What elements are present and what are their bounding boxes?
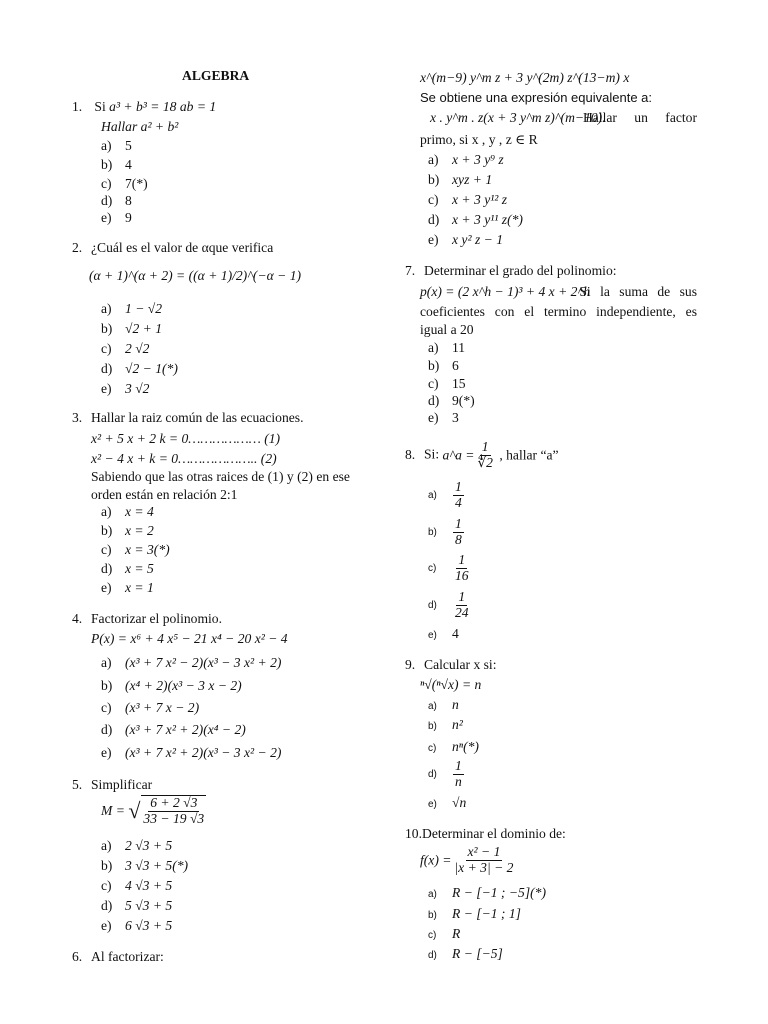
question-1-option-a[interactable]: a) 5 xyxy=(101,138,132,153)
question-8-option-a[interactable]: a) $\frac{1}{4}$ xyxy=(428,479,462,510)
question-8-option-e[interactable]: e) 4 xyxy=(428,626,459,641)
question-4-option-b[interactable]: b) (x⁴ + 2)(x³ − 3 x − 2) xyxy=(101,678,242,693)
question-6-line-3: x . y^m . z(x + 3 y^m z)^(m−10). Hallar un factor xyxy=(430,110,697,125)
question-2-option-a[interactable]: a) 1 − √2 xyxy=(101,301,163,316)
question-7-line-2: coeficientes con el termino independiente, es xyxy=(420,304,697,319)
question-6-option-c[interactable]: c) x + 3 y¹² z xyxy=(428,192,508,207)
question-4-option-e[interactable]: e) (x³ + 7 x² + 2)(x³ − 3 x² − 2) xyxy=(101,745,282,760)
question-6-option-a[interactable]: a) x + 3 y⁹ z xyxy=(428,152,504,167)
question-5-option-a[interactable]: a) 2 √3 + 5 xyxy=(101,838,173,853)
question-7-option-b[interactable]: b) 6 xyxy=(428,358,459,373)
question-3-condition-line-2: orden están en relación 2:1 xyxy=(91,487,238,502)
question-10-option-b[interactable]: b) R − [−1 ; 1] xyxy=(428,906,521,921)
question-3-equation-2: x² − 4 x + k = 0……………….. (2) xyxy=(91,451,277,466)
question-9-option-b[interactable]: b) n² xyxy=(428,717,463,732)
question-7-stem: 7. Determinar el grado del polinomio: xyxy=(405,263,617,278)
question-1-stem: 1. Si a³ + b³ = 18 ab = 1 xyxy=(72,99,217,114)
question-5-stem: 5. Simplificar xyxy=(72,777,153,792)
question-9-option-d[interactable]: d) $\frac{1}{n}$ xyxy=(428,758,462,789)
question-5-option-e[interactable]: e) 6 √3 + 5 xyxy=(101,918,173,933)
question-6-stem: 6. Al factorizar: xyxy=(72,949,164,964)
question-8-option-c[interactable]: c) $\frac{1}{16}$ xyxy=(428,552,469,583)
question-3-option-d[interactable]: d) x = 5 xyxy=(101,561,154,576)
question-2-option-b[interactable]: b) √2 + 1 xyxy=(101,321,163,336)
question-7-option-a[interactable]: a) 11 xyxy=(428,340,466,355)
question-2-option-d[interactable]: d) √2 − 1(*) xyxy=(101,361,178,376)
question-2-equation: (α + 1)^(α + 2) = ((α + 1)/2)^(−α − 1) xyxy=(89,268,302,283)
question-4-option-a[interactable]: a) (x³ + 7 x² − 2)(x³ − 3 x² + 2) xyxy=(101,655,282,670)
question-9-option-e[interactable]: e) √n xyxy=(428,795,467,810)
question-5-equation: M = √ $\frac{6 + 2 √3}{33 - 19 √3}$ xyxy=(101,795,205,826)
question-4-stem: 4. Factorizar el polinomio. xyxy=(72,611,222,626)
question-6-option-e[interactable]: e) x y² z − 1 xyxy=(428,232,503,247)
question-5-option-d[interactable]: d) 5 √3 + 5 xyxy=(101,898,173,913)
question-4-option-c[interactable]: c) (x³ + 7 x − 2) xyxy=(101,700,200,715)
question-6-line-2: Se obtiene una expresión equivalente a: xyxy=(420,90,653,105)
question-9-stem: 9. Calcular x si: xyxy=(405,657,497,672)
question-1-option-b[interactable]: b) 4 xyxy=(101,157,132,172)
question-3-option-c[interactable]: c) x = 3(*) xyxy=(101,542,170,557)
question-7-line-1: p(x) = (2 x^h − 1)³ + 4 x + 2^h Si la suma de sus xyxy=(420,284,697,299)
question-8-option-b[interactable]: b) $\frac{1}{8}$ xyxy=(428,516,462,547)
page-title: ALGEBRA xyxy=(182,68,250,83)
question-3-equation-1: x² + 5 x + 2 k = 0……………… (1) xyxy=(91,431,281,446)
question-2-option-c[interactable]: c) 2 √2 xyxy=(101,341,150,356)
question-7-option-e[interactable]: e) 3 xyxy=(428,410,459,425)
question-10-option-d[interactable]: d) R − [−5] xyxy=(428,946,503,961)
question-1-option-c[interactable]: c) 7(*) xyxy=(101,176,148,191)
question-6-expression: x^(m−9) y^m z + 3 y^(2m) z^(13−m) x xyxy=(420,70,630,85)
question-5-option-c[interactable]: c) 4 √3 + 5 xyxy=(101,878,173,893)
question-7-line-3: igual a 20 xyxy=(420,322,474,337)
question-5-option-b[interactable]: b) 3 √3 + 5(*) xyxy=(101,858,189,873)
question-2-stem: 2. ¿Cuál es el valor de αque verifica xyxy=(72,240,274,255)
question-10-option-c[interactable]: c) R xyxy=(428,926,461,941)
question-3-option-e[interactable]: e) x = 1 xyxy=(101,580,154,595)
question-1-prompt: Hallar a² + b² xyxy=(101,119,179,134)
question-4-equation: P(x) = x⁶ + 4 x⁵ − 21 x⁴ − 20 x² − 4 xyxy=(91,631,288,646)
question-6-option-b[interactable]: b) xyz + 1 xyxy=(428,172,493,187)
question-3-option-a[interactable]: a) x = 4 xyxy=(101,504,154,519)
question-1-option-d[interactable]: d) 8 xyxy=(101,193,132,208)
question-9-option-a[interactable]: a) n xyxy=(428,697,459,712)
question-7-option-c[interactable]: c) 15 xyxy=(428,376,466,391)
question-9-equation: ⁿ√(ⁿ√x) = n xyxy=(420,677,482,692)
question-1-option-e[interactable]: e) 9 xyxy=(101,210,132,225)
question-4-option-d[interactable]: d) (x³ + 7 x² + 2)(x⁴ − 2) xyxy=(101,722,246,737)
question-10-equation: f(x) = $\frac{\text{x² − 1}}{|x + 3| - 2}$ xyxy=(420,844,514,875)
question-10-stem: 10.Determinar el dominio de: xyxy=(405,826,566,841)
question-2-option-e[interactable]: e) 3 √2 xyxy=(101,381,150,396)
question-10-option-a[interactable]: a) R − [−1 ; −5](*) xyxy=(428,885,546,900)
question-8-stem: 8. Si: a^a = $\frac{1}{∜2}$ , hallar “a” xyxy=(405,439,559,470)
question-3-condition-line-1: Sabiendo que las otras raices de (1) y (2) en ese xyxy=(91,469,350,484)
question-3-option-b[interactable]: b) x = 2 xyxy=(101,523,154,538)
question-9-option-c[interactable]: c) nⁿ(*) xyxy=(428,739,479,754)
question-7-option-d[interactable]: d) 9(*) xyxy=(428,393,475,408)
question-3-stem: 3. Hallar la raiz común de las ecuaciones. xyxy=(72,410,304,425)
question-6-line-4: primo, si x , y , z ∈ R xyxy=(420,132,538,147)
question-6-option-d[interactable]: d) x + 3 y¹¹ z(*) xyxy=(428,212,523,227)
question-8-option-d[interactable]: d) $\frac{1}{24}$ xyxy=(428,589,469,620)
